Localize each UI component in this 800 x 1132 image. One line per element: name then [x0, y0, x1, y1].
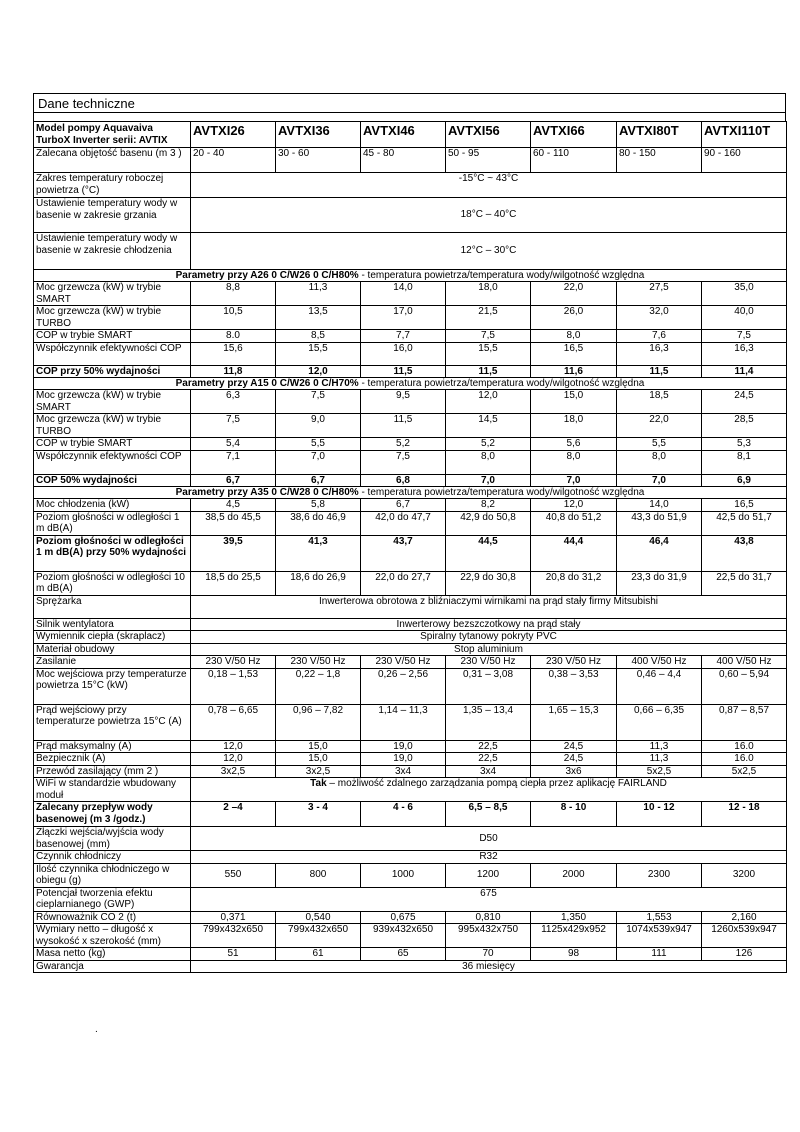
section-condition: Parametry przy A15 0 C/W26 0 C/H70%: [175, 378, 359, 389]
value-cell: 8,8: [191, 282, 276, 306]
value-cell: 0,66 – 6,35: [617, 704, 702, 740]
row-label: Silnik wentylatora: [34, 618, 191, 631]
value-cell: 7,0: [446, 474, 531, 487]
value-cell: 12,0: [276, 365, 361, 378]
value-cell: 400 V/50 Hz: [702, 656, 787, 669]
value-cell: 230 V/50 Hz: [361, 656, 446, 669]
row-label: Masa netto (kg): [34, 948, 191, 961]
value-cell: 0,371: [191, 911, 276, 924]
value-cell: 61: [276, 948, 361, 961]
value-cell: 16.0: [702, 753, 787, 766]
co2-row: [34, 911, 787, 924]
refrigerant-row: [34, 851, 787, 864]
value-cell: 20,8 do 31,2: [531, 571, 617, 595]
value-cell: 1,553: [617, 911, 702, 924]
spec-row: [34, 330, 787, 343]
spec-row: [34, 282, 787, 306]
value-cell: 1000: [361, 863, 446, 887]
row-label: Ilość czynnika chłodniczego w obiegu (g): [34, 863, 191, 887]
value-cell: 41,3: [276, 535, 361, 571]
value-cell: 98: [531, 948, 617, 961]
row-label: Gwarancja: [34, 960, 191, 973]
model-name: AVTXI66: [531, 122, 617, 148]
value-cell: 230 V/50 Hz: [446, 656, 531, 669]
spec-row: [34, 306, 787, 330]
value-cell: 7,5: [191, 414, 276, 438]
value-cell: 28,5: [702, 414, 787, 438]
merged-value-cell: 36 miesięcy: [191, 960, 787, 973]
value-cell: 11,3: [617, 753, 702, 766]
value-cell: 6,7: [276, 474, 361, 487]
value-cell: 10 - 12: [617, 802, 702, 827]
value-cell: 3x4: [446, 765, 531, 778]
row-label: Zalecany przepływ wody basenowej (m 3 /godz.): [34, 802, 191, 827]
value-cell: 18,0: [446, 282, 531, 306]
row-label: Wymiennik ciepła (skraplacz): [34, 631, 191, 644]
model-header-row: [34, 122, 787, 148]
row-label: Przewód zasilający (mm 2 ): [34, 765, 191, 778]
compressor-row: [34, 595, 787, 618]
value-cell: 0,31 – 3,08: [446, 668, 531, 704]
value-cell: 8,2: [446, 499, 531, 512]
row-label: Zakres temperatury roboczej powietrza (°C): [34, 173, 191, 198]
refrigerant-amount-row: [34, 863, 787, 887]
value-cell: 6,8: [361, 474, 446, 487]
value-cell: 1200: [446, 863, 531, 887]
value-cell: 15,0: [276, 753, 361, 766]
spec-row: [34, 535, 787, 571]
value-cell: 10,5: [191, 306, 276, 330]
value-cell: 50 - 95: [446, 148, 531, 173]
value-cell: 11,5: [361, 414, 446, 438]
spec-row: [34, 365, 787, 378]
row-label: Wymiary netto – długość x wysokość x szerokość (mm): [34, 924, 191, 948]
exchanger-row: [34, 631, 787, 644]
value-cell: 19,0: [361, 740, 446, 753]
value-cell: 16,5: [531, 342, 617, 365]
row-label: Ustawienie temperatury wody w basenie w zakresie grzania: [34, 198, 191, 233]
value-cell: 1260x539x947: [702, 924, 787, 948]
value-cell: 1,65 – 15,3: [531, 704, 617, 740]
value-cell: 16,3: [617, 342, 702, 365]
row-label: COP w trybie SMART: [34, 330, 191, 343]
value-cell: 550: [191, 863, 276, 887]
value-cell: 44,5: [446, 535, 531, 571]
row-label: Poziom głośności w odległości 1 m dB(A): [34, 511, 191, 535]
value-cell: 18,5 do 25,5: [191, 571, 276, 595]
value-cell: 7,5: [361, 450, 446, 474]
value-cell: 799x432x650: [276, 924, 361, 948]
value-cell: 23,3 do 31,9: [617, 571, 702, 595]
footnote-mark: .: [95, 1024, 98, 1035]
section-header: [34, 378, 787, 390]
row-label: COP 50% wydajności: [34, 474, 191, 487]
value-cell: 18,6 do 26,9: [276, 571, 361, 595]
wifi-description: – możliwość zdalnego zarządzania pompą ciepła przez aplikację FAIRLAND: [326, 778, 667, 789]
value-cell: 5,5: [276, 438, 361, 451]
row-label: Moc grzewcza (kW) w trybie TURBO: [34, 306, 191, 330]
value-cell: 5,8: [276, 499, 361, 512]
value-cell: 5,2: [361, 438, 446, 451]
value-cell: 3 - 4: [276, 802, 361, 827]
row-label: Moc wejściowa przy temperaturze powietrza 15°C (kW): [34, 668, 191, 704]
value-cell: 6,7: [361, 499, 446, 512]
row-label: WiFi w standardzie wbudowany moduł: [34, 778, 191, 802]
value-cell: 14,5: [446, 414, 531, 438]
row-label: Materiał obudowy: [34, 643, 191, 656]
row-label: COP w trybie SMART: [34, 438, 191, 451]
spec-row: [34, 571, 787, 595]
value-cell: 24,5: [702, 390, 787, 414]
value-cell: 6,5 – 8,5: [446, 802, 531, 827]
model-name: AVTXI26: [191, 122, 276, 148]
value-cell: 15,5: [446, 342, 531, 365]
merged-value-cell: Inwerterowy bezszczotkowy na prąd stały: [191, 618, 787, 631]
value-cell: 7,5: [276, 390, 361, 414]
value-cell: 3x6: [531, 765, 617, 778]
value-cell: 995x432x750: [446, 924, 531, 948]
value-cell: 11,3: [276, 282, 361, 306]
value-cell: 8,0: [617, 450, 702, 474]
value-cell: 38,6 do 46,9: [276, 511, 361, 535]
value-cell: 90 - 160: [702, 148, 787, 173]
value-cell: 8 - 10: [531, 802, 617, 827]
row-label: COP przy 50% wydajności: [34, 365, 191, 378]
value-cell: 7,1: [191, 450, 276, 474]
row-label: Potencjał tworzenia efektu cieplarnianego (GWP): [34, 887, 191, 911]
value-cell: 7,7: [361, 330, 446, 343]
value-cell: 65: [361, 948, 446, 961]
merged-value-cell: Inwerterowa obrotowa z bliźniaczymi wirnikami na prąd stały firmy Mitsubishi: [191, 595, 787, 618]
value-cell: 0,810: [446, 911, 531, 924]
value-cell: 5x2,5: [617, 765, 702, 778]
value-cell: 80 - 150: [617, 148, 702, 173]
value-cell: 22,5: [446, 740, 531, 753]
row-label: Złączki wejścia/wyjścia wody basenowej (mm): [34, 827, 191, 851]
value-cell: 111: [617, 948, 702, 961]
value-cell: 40,0: [702, 306, 787, 330]
value-cell: 126: [702, 948, 787, 961]
value-cell: 0,87 – 8,57: [702, 704, 787, 740]
section-header-row: [34, 270, 787, 282]
value-cell: 2300: [617, 863, 702, 887]
spec-sheet: [33, 93, 786, 973]
value-cell: 17,0: [361, 306, 446, 330]
row-label: Bezpiecznik (A): [34, 753, 191, 766]
spec-table-body: [34, 122, 787, 973]
value-cell: 7,5: [702, 330, 787, 343]
value-cell: 12 - 18: [702, 802, 787, 827]
value-cell: 43,3 do 51,9: [617, 511, 702, 535]
value-cell: 9,5: [361, 390, 446, 414]
section-header: [34, 487, 787, 499]
pool-volume-row: [34, 148, 787, 173]
value-cell: 18,5: [617, 390, 702, 414]
value-cell: 21,5: [446, 306, 531, 330]
value-cell: 3200: [702, 863, 787, 887]
heat-set-row: [34, 198, 787, 233]
spec-row: [34, 499, 787, 512]
value-cell: 15,0: [531, 390, 617, 414]
spec-row: [34, 342, 787, 365]
value-cell: 24,5: [531, 740, 617, 753]
value-cell: 15,5: [276, 342, 361, 365]
housing-row: [34, 643, 787, 656]
value-cell: 5,2: [446, 438, 531, 451]
value-cell: 51: [191, 948, 276, 961]
value-cell: 11,5: [617, 365, 702, 378]
row-label: Równoważnik CO 2 (t): [34, 911, 191, 924]
row-label: Współczynnik efektywności COP: [34, 450, 191, 474]
section-condition: Parametry przy A26 0 C/W26 0 C/H80%: [175, 270, 359, 281]
section-description: - temperatura powietrza/temperatura wody/wilgotność względna: [358, 487, 645, 498]
value-cell: 1,14 – 11,3: [361, 704, 446, 740]
connections-row: [34, 827, 787, 851]
value-cell: 16,5: [702, 499, 787, 512]
power-supply-row: [34, 656, 787, 669]
value-cell: 6,3: [191, 390, 276, 414]
row-label: Prąd wejściowy przy temperaturze powietrza 15°C (A): [34, 704, 191, 740]
max-current-row: [34, 740, 787, 753]
document-title: Dane techniczne: [33, 93, 786, 113]
value-cell: 6,9: [702, 474, 787, 487]
value-cell: 39,5: [191, 535, 276, 571]
input-current-row: [34, 704, 787, 740]
model-name: AVTXI36: [276, 122, 361, 148]
value-cell: 45 - 80: [361, 148, 446, 173]
value-cell: 22,9 do 30,8: [446, 571, 531, 595]
value-cell: 8,0: [531, 450, 617, 474]
model-name: AVTXI46: [361, 122, 446, 148]
spec-row: [34, 438, 787, 451]
row-label: Współczynnik efektywności COP: [34, 342, 191, 365]
model-label: Model pompy Aquavaiva TurboX Inverter serii: AVTIX: [34, 122, 191, 148]
value-cell: 11,8: [191, 365, 276, 378]
value-cell: 22,0: [617, 414, 702, 438]
value-cell: 32,0: [617, 306, 702, 330]
value-cell: 11,4: [702, 365, 787, 378]
merged-value-cell: 675: [191, 887, 787, 911]
value-cell: 4,5: [191, 499, 276, 512]
value-cell: 16,3: [702, 342, 787, 365]
model-name: AVTXI56: [446, 122, 531, 148]
value-cell: 939x432x650: [361, 924, 446, 948]
value-cell: 16.0: [702, 740, 787, 753]
value-cell: 0,60 – 5,94: [702, 668, 787, 704]
value-cell: 22,5 do 31,7: [702, 571, 787, 595]
value-cell: 44,4: [531, 535, 617, 571]
value-cell: 0,96 – 7,82: [276, 704, 361, 740]
value-cell: 7,6: [617, 330, 702, 343]
value-cell: 5x2,5: [702, 765, 787, 778]
value-cell: 6,7: [191, 474, 276, 487]
value-cell: 14,0: [617, 499, 702, 512]
value-cell: 14,0: [361, 282, 446, 306]
value-cell: 0,22 – 1,8: [276, 668, 361, 704]
value-cell: 12,0: [446, 390, 531, 414]
value-cell: 0,78 – 6,65: [191, 704, 276, 740]
value-cell: 11,5: [361, 365, 446, 378]
row-label: Moc grzewcza (kW) w trybie SMART: [34, 282, 191, 306]
value-cell: 0,18 – 1,53: [191, 668, 276, 704]
value-cell: 22,5: [446, 753, 531, 766]
value-cell: 15,6: [191, 342, 276, 365]
value-cell: 5,3: [702, 438, 787, 451]
value-cell: 11,3: [617, 740, 702, 753]
value-cell: 3x2,5: [276, 765, 361, 778]
value-cell: 230 V/50 Hz: [191, 656, 276, 669]
spec-row: [34, 474, 787, 487]
value-cell: 60 - 110: [531, 148, 617, 173]
row-label: Czynnik chłodniczy: [34, 851, 191, 864]
value-cell: 19,0: [361, 753, 446, 766]
value-cell: 8.0: [191, 330, 276, 343]
section-description: - temperatura powietrza/temperatura wody/wilgotność względna: [358, 270, 645, 281]
spec-table: [33, 121, 787, 973]
value-cell: 2,160: [702, 911, 787, 924]
value-cell: 0,38 – 3,53: [531, 668, 617, 704]
value-cell: 16,0: [361, 342, 446, 365]
section-description: - temperatura powietrza/temperatura wody/wilgotność względna: [358, 378, 645, 389]
row-label: Poziom głośności w odległości 10 m dB(A): [34, 571, 191, 595]
value-cell: 35,0: [702, 282, 787, 306]
value-cell: 7,5: [446, 330, 531, 343]
value-cell: 12,0: [531, 499, 617, 512]
row-label: Moc grzewcza (kW) w trybie SMART: [34, 390, 191, 414]
value-cell: 8,0: [446, 450, 531, 474]
merged-value-cell: D50: [191, 827, 787, 851]
value-cell: 26,0: [531, 306, 617, 330]
row-label: Ustawienie temperatury wody w basenie w zakresie chłodzenia: [34, 233, 191, 270]
spec-row: [34, 450, 787, 474]
value-cell: 20 - 40: [191, 148, 276, 173]
value-cell: 40,8 do 51,2: [531, 511, 617, 535]
value-cell: 11,6: [531, 365, 617, 378]
value-cell: 30 - 60: [276, 148, 361, 173]
value-cell: 0,675: [361, 911, 446, 924]
value-cell: 15,0: [276, 740, 361, 753]
value-cell: 5,4: [191, 438, 276, 451]
value-cell: 24,5: [531, 753, 617, 766]
value-cell: 5,5: [617, 438, 702, 451]
row-label: Zalecana objętość basenu (m 3 ): [34, 148, 191, 173]
row-label: Poziom głośności w odległości 1 m dB(A) przy 50% wydajności: [34, 535, 191, 571]
wifi-yes: Tak: [310, 778, 327, 789]
cool-set-row: [34, 233, 787, 270]
value-cell: 8,5: [276, 330, 361, 343]
section-header-row: [34, 487, 787, 499]
value-cell: 5,6: [531, 438, 617, 451]
value-cell: 1074x539x947: [617, 924, 702, 948]
dimensions-row: [34, 924, 787, 948]
value-cell: 18,0: [531, 414, 617, 438]
flow-row: [34, 802, 787, 827]
value-cell: 230 V/50 Hz: [276, 656, 361, 669]
cable-row: [34, 765, 787, 778]
value-cell: 27,5: [617, 282, 702, 306]
section-header-row: [34, 378, 787, 390]
value-cell: 0,46 – 4,4: [617, 668, 702, 704]
merged-value-cell: 12°C – 30°C: [191, 233, 787, 270]
warranty-row: [34, 960, 787, 973]
value-cell: 38,5 do 45,5: [191, 511, 276, 535]
value-cell: 70: [446, 948, 531, 961]
row-label: Sprężarka: [34, 595, 191, 618]
spec-row: [34, 414, 787, 438]
air-temp-row: [34, 173, 787, 198]
value-cell: 12,0: [191, 740, 276, 753]
section-condition: Parametry przy A35 0 C/W28 0 C/H80%: [175, 487, 359, 498]
value-cell: 1,35 – 13,4: [446, 704, 531, 740]
value-cell: 2000: [531, 863, 617, 887]
value-cell: 800: [276, 863, 361, 887]
value-cell: 4 - 6: [361, 802, 446, 827]
value-cell: 799x432x650: [191, 924, 276, 948]
value-cell: 400 V/50 Hz: [617, 656, 702, 669]
value-cell: 3x2,5: [191, 765, 276, 778]
value-cell: 42,9 do 50,8: [446, 511, 531, 535]
merged-value-cell: Spiralny tytanowy pokryty PVC: [191, 631, 787, 644]
gwp-row: [34, 887, 787, 911]
value-cell: 12,0: [191, 753, 276, 766]
merged-value-cell: R32: [191, 851, 787, 864]
value-cell: 8,0: [531, 330, 617, 343]
input-power-row: [34, 668, 787, 704]
value-cell: 46,4: [617, 535, 702, 571]
section-header: [34, 270, 787, 282]
value-cell: 7,0: [531, 474, 617, 487]
wifi-row: [34, 778, 787, 802]
model-name: AVTXI110T: [702, 122, 787, 148]
row-label: Prąd maksymalny (A): [34, 740, 191, 753]
value-cell: 9,0: [276, 414, 361, 438]
fuse-row: [34, 753, 787, 766]
merged-value-cell: [191, 778, 787, 802]
value-cell: 7,0: [617, 474, 702, 487]
row-label: Moc chłodzenia (kW): [34, 499, 191, 512]
row-label: Moc grzewcza (kW) w trybie TURBO: [34, 414, 191, 438]
value-cell: 22,0 do 27,7: [361, 571, 446, 595]
value-cell: 43,8: [702, 535, 787, 571]
value-cell: 1,350: [531, 911, 617, 924]
value-cell: 11,5: [446, 365, 531, 378]
spec-row: [34, 511, 787, 535]
fan-motor-row: [34, 618, 787, 631]
model-name: AVTXI80T: [617, 122, 702, 148]
merged-value-cell: Stop aluminium: [191, 643, 787, 656]
value-cell: 3x4: [361, 765, 446, 778]
value-cell: 13,5: [276, 306, 361, 330]
value-cell: 230 V/50 Hz: [531, 656, 617, 669]
weight-row: [34, 948, 787, 961]
value-cell: 8,1: [702, 450, 787, 474]
value-cell: 7,0: [276, 450, 361, 474]
value-cell: 1125x429x952: [531, 924, 617, 948]
merged-value-cell: -15°C ~ 43°C: [191, 173, 787, 198]
value-cell: 42,0 do 47,7: [361, 511, 446, 535]
value-cell: 22,0: [531, 282, 617, 306]
row-label: Zasilanie: [34, 656, 191, 669]
value-cell: 0,540: [276, 911, 361, 924]
merged-value-cell: 18°C – 40°C: [191, 198, 787, 233]
value-cell: 0,26 – 2,56: [361, 668, 446, 704]
value-cell: 43,7: [361, 535, 446, 571]
spec-row: [34, 390, 787, 414]
title-gap: [33, 113, 786, 121]
value-cell: 42,5 do 51,7: [702, 511, 787, 535]
value-cell: 2 –4: [191, 802, 276, 827]
